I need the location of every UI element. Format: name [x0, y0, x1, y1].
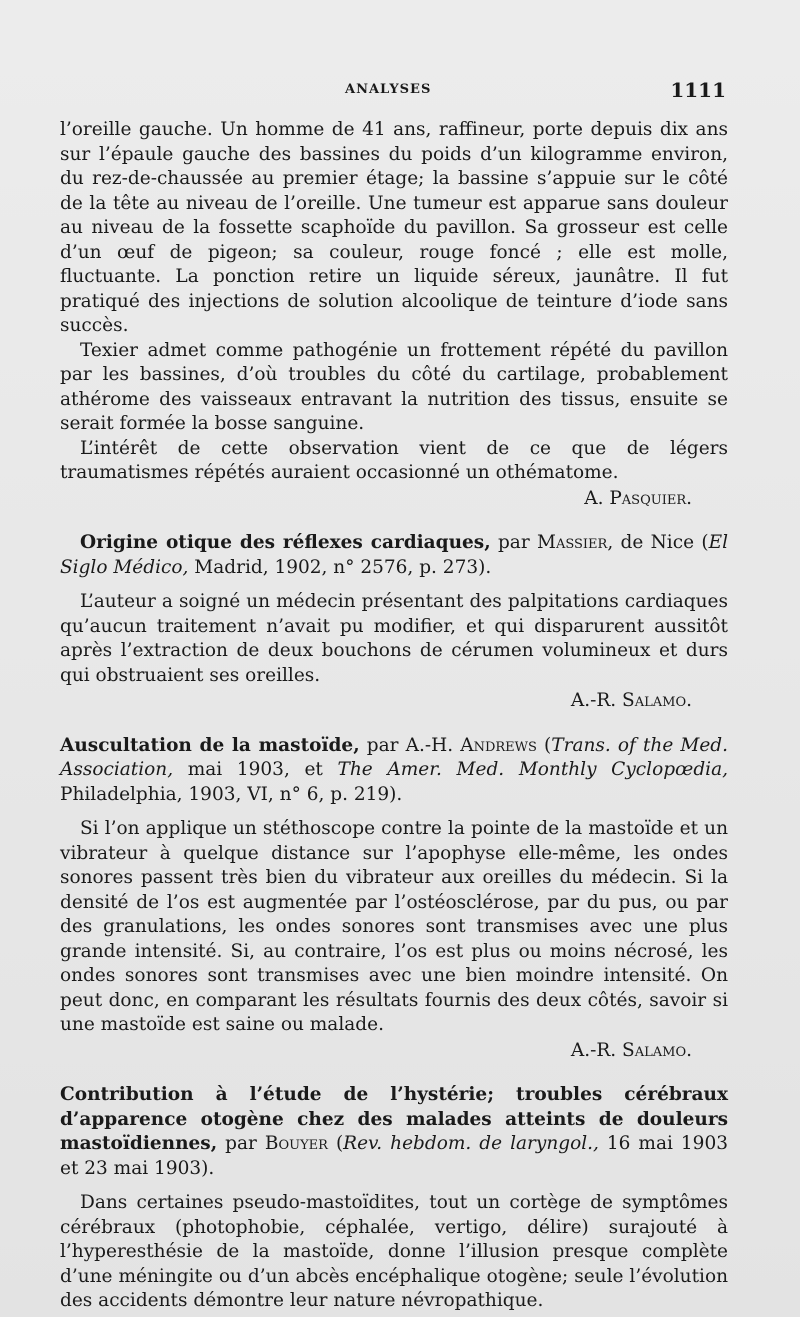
title-bold: Origine otique des réflexes cardiaques,: [80, 532, 491, 553]
paragraph-hysterie: Dans certaines pseudo-mastoïdites, tout un cortège de symptômes cérébraux (photophobie, céphalée, vertigo, délire) surajouté à l’hyperesthésie de la mastoïde, donne l’illusion presque complète d’une méningite ou d’un abcès encéphalique otogène; seule l’évolution des accidents démontre leur nature névropathique.: [60, 1192, 728, 1311]
paragraph-texier: Texier admet comme pathogénie un frottement répété du pavillon par les bassines, d’où troubles du côté du cartilage, probablement athérome des vaisseaux entravant la nutrition des tissus, ensuite se serait formée la bosse sanguine.: [60, 339, 728, 434]
source-journal-2: The Amer. Med. Monthly Cyclopœdia,: [337, 759, 729, 780]
author-name: Bouyer: [264, 1133, 328, 1154]
paragraph-interet: L’intérêt de cette observation vient de ce que de légers traumatismes répétés auraient occasionné un othématome.: [60, 437, 728, 483]
title-bold: Auscultation de la mastoïde,: [60, 734, 360, 756]
title-bold: Contribution à l’étude de l’hystérie; troubles cérébraux d’apparence otogène chez des malades atteints de douleurs mastoïdiennes,: [60, 1084, 728, 1154]
page-header: [60, 78, 732, 108]
running-title: ANALYSES: [345, 82, 432, 97]
paragraph-auscultation: Si l’on applique un stéthoscope contre la pointe de la mastoïde et un vibrateur à quelque distance sur l’apophyse elle-même, les ondes sonores passent très bien du vibrateur aux oreilles du médecin. Si la densité de l’os est augmentée par l’ostéosclérose, par du pus, ou par des granulations, les ondes sonores sont transmises avec une plus grande intensité. Si, au contraire, l’os est plus ou moins nécrosé, les ondes sonores sont transmises avec une bien moindre intensité. On peut donc, en comparant les résultats fournis des deux côtés, savoir si une mastoïde est saine ou malade.: [60, 818, 728, 1035]
article-title-auscultation: Auscultation de la mastoïde, par A.-H. Andrews (Trans. of the Med. Association, mai 1903, et The Amer. Med. Monthly Cyclopœdia, Philadelphia, 1903, VI, n° 6, p. 219).: [60, 734, 729, 805]
author-name: Massier: [537, 532, 608, 553]
source-journal: Trans. of the Med. Association,: [60, 734, 728, 780]
signature-salamo-2: A.-R. Salamo.: [570, 1039, 692, 1061]
article-title-reflexes: Origine otique des réflexes cardiaques, par Massier, de Nice (El Siglo Médico, Madrid, 1902, n° 2576, p. 273).: [60, 532, 728, 578]
signature-pasquier: A. Pasquier.: [584, 487, 692, 509]
source-journal: Rev. hebdom. de laryngol.,: [343, 1133, 599, 1154]
paragraph-continuation: l’oreille gauche. Un homme de 41 ans, raffineur, porte depuis dix ans sur l’épaule gauche des bassines du poids d’un kilogramme environ, du rez-de-chaussée au premier étage; la bassine s’appuie sur le côté de la tête au niveau de l’oreille. Une tumeur est apparue sans douleur au niveau de la fossette scaphoïde du pavillon. Sa grosseur est celle d’un œuf de pigeon; sa couleur, rouge foncé ; elle est molle, fluctuante. La ponction retire un liquide séreux, jaunâtre. Il fut pratiqué des injections de solution alcoolique de teinture d’iode sans succès.: [60, 119, 728, 336]
page-body: [60, 118, 728, 1314]
source-journal: El Siglo Médico,: [60, 532, 728, 578]
page-number: 1111: [670, 78, 726, 102]
signature-salamo-1: A.-R. Salamo.: [570, 690, 692, 711]
author-name: Andrews: [460, 734, 537, 756]
paragraph-reflexes: L’auteur a soigné un médecin présentant des palpitations cardiaques qu’aucun traitement n’avait pu modifier, et qui disparurent aussitôt après l’extraction de deux bouchons de cérumen volumineux et durs qui obstruaient ses oreilles.: [60, 591, 728, 686]
article-title-hysterie: Contribution à l’étude de l’hystérie; troubles cérébraux d’apparence otogène chez des malades atteints de douleurs mastoïdiennes, par Bouyer (Rev. hebdom. de laryngol., 16 mai 1903 et 23 mai 1903).: [60, 1084, 728, 1179]
